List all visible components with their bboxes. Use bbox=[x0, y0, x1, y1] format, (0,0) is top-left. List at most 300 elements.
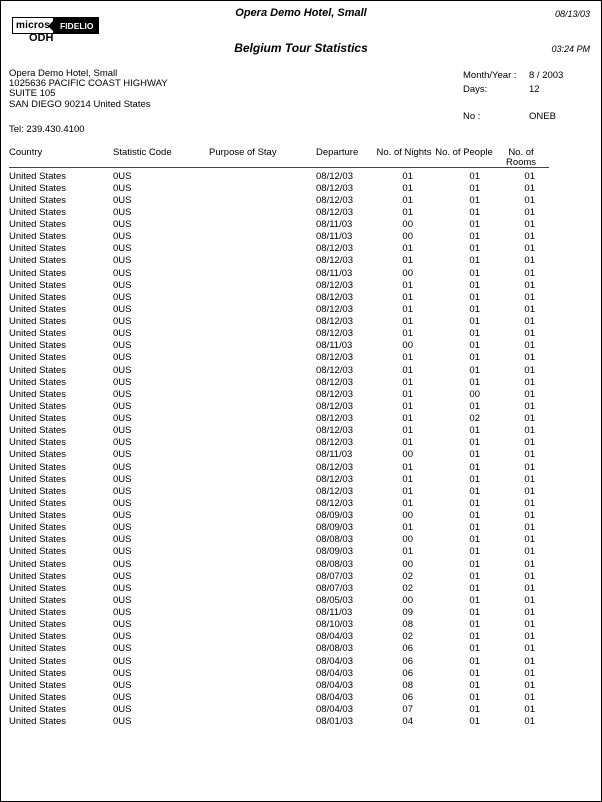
table-row bbox=[9, 692, 549, 704]
cell-departure: 08/04/03 bbox=[316, 691, 353, 703]
cell-departure: 08/12/03 bbox=[316, 170, 353, 182]
print-time: 03:24 PM bbox=[551, 44, 590, 54]
cell-purpose-of-stay bbox=[209, 668, 316, 680]
hotel-address-line: 1025636 PACIFIC COAST HIGHWAY bbox=[9, 78, 168, 90]
cell-purpose-of-stay bbox=[209, 631, 316, 643]
cell-no-of-rooms: 01 bbox=[524, 376, 535, 388]
cell-no-of-rooms: 01 bbox=[524, 449, 535, 461]
column-header-no-of-nights: No. of Nights bbox=[376, 147, 432, 158]
param-value: 12 bbox=[529, 84, 540, 95]
cell-statistic-code: 0US bbox=[113, 461, 132, 473]
cell-country: United States bbox=[9, 619, 67, 631]
cell-departure: 08/08/03 bbox=[316, 558, 353, 570]
cell-no-of-nights: 01 bbox=[402, 316, 413, 327]
cell-no-of-people: 01 bbox=[469, 522, 480, 534]
cell-statistic-code: 0US bbox=[113, 291, 132, 303]
logo-fidelio-text: FIDELIO bbox=[53, 18, 98, 33]
cell-no-of-nights: 01 bbox=[402, 170, 413, 182]
table-row bbox=[9, 510, 549, 522]
cell-no-of-nights: 06 bbox=[402, 655, 413, 667]
cell-country: United States bbox=[9, 558, 67, 570]
table-row bbox=[9, 462, 549, 474]
cell-country: United States bbox=[9, 255, 67, 267]
cell-statistic-code: 0US bbox=[113, 182, 132, 194]
cell-statistic-code: 0US bbox=[113, 510, 132, 521]
cell-purpose-of-stay bbox=[209, 255, 316, 267]
cell-purpose-of-stay bbox=[209, 595, 316, 607]
hotel-address-line: SAN DIEGO 90214 United States bbox=[9, 98, 151, 110]
cell-purpose-of-stay bbox=[209, 377, 316, 389]
cell-no-of-people: 01 bbox=[469, 267, 480, 279]
table-row bbox=[9, 365, 549, 377]
table-row bbox=[9, 437, 549, 449]
cell-statistic-code: 0US bbox=[113, 558, 132, 570]
cell-purpose-of-stay bbox=[209, 316, 316, 328]
cell-no-of-people: 01 bbox=[469, 594, 480, 606]
cell-statistic-code: 0US bbox=[113, 243, 132, 255]
cell-statistic-code: 0US bbox=[113, 400, 132, 412]
statistics-table bbox=[9, 148, 549, 728]
cell-country: United States bbox=[9, 679, 67, 691]
cell-no-of-nights: 01 bbox=[402, 413, 413, 424]
property-code: ODH bbox=[29, 32, 54, 44]
table-header-row bbox=[9, 148, 549, 167]
cell-no-of-people: 01 bbox=[469, 449, 480, 461]
table-row bbox=[9, 619, 549, 631]
cell-purpose-of-stay bbox=[209, 522, 316, 534]
table-row bbox=[9, 656, 549, 668]
table-row bbox=[9, 207, 549, 219]
cell-purpose-of-stay bbox=[209, 328, 316, 340]
cell-statistic-code: 0US bbox=[113, 340, 132, 352]
cell-country: United States bbox=[9, 570, 67, 582]
report-parameters bbox=[463, 70, 563, 125]
cell-no-of-nights: 01 bbox=[402, 303, 413, 315]
cell-country: United States bbox=[9, 267, 67, 279]
cell-no-of-nights: 01 bbox=[402, 352, 413, 364]
cell-no-of-nights: 08 bbox=[402, 619, 413, 631]
cell-country: United States bbox=[9, 497, 67, 509]
table-row bbox=[9, 255, 549, 267]
cell-no-of-nights: 02 bbox=[402, 582, 413, 594]
table-row bbox=[9, 268, 549, 280]
cell-country: United States bbox=[9, 473, 67, 485]
table-row bbox=[9, 425, 549, 437]
cell-statistic-code: 0US bbox=[113, 607, 132, 618]
cell-no-of-people: 01 bbox=[469, 170, 480, 182]
cell-no-of-nights: 01 bbox=[402, 485, 413, 497]
cell-no-of-people: 01 bbox=[469, 400, 480, 412]
cell-statistic-code: 0US bbox=[113, 449, 132, 461]
cell-statistic-code: 0US bbox=[113, 546, 132, 558]
cell-no-of-nights: 01 bbox=[402, 400, 413, 412]
cell-no-of-nights: 01 bbox=[402, 291, 413, 303]
cell-no-of-people: 01 bbox=[469, 303, 480, 315]
cell-purpose-of-stay bbox=[209, 607, 316, 619]
table-row bbox=[9, 316, 549, 328]
cell-departure: 08/12/03 bbox=[316, 376, 353, 388]
cell-purpose-of-stay bbox=[209, 546, 316, 558]
cell-no-of-rooms: 01 bbox=[524, 570, 535, 582]
cell-no-of-people: 01 bbox=[469, 425, 480, 437]
cell-country: United States bbox=[9, 364, 67, 376]
cell-statistic-code: 0US bbox=[113, 534, 132, 546]
cell-departure: 08/12/03 bbox=[316, 437, 353, 449]
table-row bbox=[9, 668, 549, 680]
cell-no-of-rooms: 01 bbox=[524, 485, 535, 497]
cell-departure: 08/07/03 bbox=[316, 570, 353, 582]
cell-country: United States bbox=[9, 413, 67, 424]
table-row bbox=[9, 680, 549, 692]
cell-statistic-code: 0US bbox=[113, 570, 132, 582]
table-row bbox=[9, 631, 549, 643]
cell-no-of-nights: 00 bbox=[402, 594, 413, 606]
cell-departure: 08/04/03 bbox=[316, 667, 353, 679]
cell-departure: 08/12/03 bbox=[316, 473, 353, 485]
table-row bbox=[9, 522, 549, 534]
hotel-phone: Tel: 239.430.4100 bbox=[9, 124, 85, 135]
cell-no-of-nights: 01 bbox=[402, 255, 413, 267]
cell-statistic-code: 0US bbox=[113, 473, 132, 485]
column-header-country: Country bbox=[9, 147, 43, 158]
cell-departure: 08/12/03 bbox=[316, 497, 353, 509]
cell-statistic-code: 0US bbox=[113, 437, 132, 449]
cell-statistic-code: 0US bbox=[113, 303, 132, 315]
table-row bbox=[9, 449, 549, 461]
cell-country: United States bbox=[9, 376, 67, 388]
cell-purpose-of-stay bbox=[209, 656, 316, 668]
cell-purpose-of-stay bbox=[209, 207, 316, 219]
cell-statistic-code: 0US bbox=[113, 522, 132, 534]
cell-departure: 08/11/03 bbox=[316, 231, 353, 243]
cell-no-of-people: 01 bbox=[469, 340, 480, 352]
cell-no-of-rooms: 01 bbox=[524, 352, 535, 364]
cell-country: United States bbox=[9, 170, 67, 182]
cell-no-of-nights: 06 bbox=[402, 691, 413, 703]
cell-country: United States bbox=[9, 206, 67, 218]
cell-no-of-rooms: 01 bbox=[524, 182, 535, 194]
cell-departure: 08/12/03 bbox=[316, 352, 353, 364]
table-row bbox=[9, 474, 549, 486]
cell-no-of-rooms: 01 bbox=[524, 425, 535, 437]
cell-no-of-rooms: 01 bbox=[524, 364, 535, 376]
cell-statistic-code: 0US bbox=[113, 194, 132, 206]
cell-no-of-rooms: 01 bbox=[524, 497, 535, 509]
cell-purpose-of-stay bbox=[209, 292, 316, 304]
table-row bbox=[9, 231, 549, 243]
table-row bbox=[9, 243, 549, 255]
cell-purpose-of-stay bbox=[209, 474, 316, 486]
cell-statistic-code: 0US bbox=[113, 497, 132, 509]
cell-no-of-nights: 01 bbox=[402, 182, 413, 194]
cell-purpose-of-stay bbox=[209, 352, 316, 364]
cell-country: United States bbox=[9, 655, 67, 667]
cell-country: United States bbox=[9, 449, 67, 461]
cell-statistic-code: 0US bbox=[113, 413, 132, 424]
cell-purpose-of-stay bbox=[209, 171, 316, 183]
cell-purpose-of-stay bbox=[209, 425, 316, 437]
cell-purpose-of-stay bbox=[209, 401, 316, 413]
cell-country: United States bbox=[9, 582, 67, 594]
cell-country: United States bbox=[9, 194, 67, 206]
cell-country: United States bbox=[9, 522, 67, 534]
cell-no-of-nights: 06 bbox=[402, 667, 413, 679]
table-row bbox=[9, 546, 549, 558]
cell-country: United States bbox=[9, 316, 67, 327]
cell-no-of-rooms: 01 bbox=[524, 546, 535, 558]
cell-departure: 08/01/03 bbox=[316, 716, 353, 728]
cell-departure: 08/12/03 bbox=[316, 316, 353, 327]
cell-no-of-people: 01 bbox=[469, 316, 480, 327]
cell-purpose-of-stay bbox=[209, 643, 316, 655]
cell-departure: 08/08/03 bbox=[316, 643, 353, 655]
cell-no-of-rooms: 01 bbox=[524, 522, 535, 534]
cell-departure: 08/12/03 bbox=[316, 400, 353, 412]
cell-no-of-people: 01 bbox=[469, 704, 480, 715]
cell-no-of-rooms: 01 bbox=[524, 231, 535, 243]
cell-purpose-of-stay bbox=[209, 498, 316, 510]
table-row bbox=[9, 716, 549, 728]
table-row bbox=[9, 534, 549, 546]
table-row bbox=[9, 219, 549, 231]
cell-no-of-nights: 01 bbox=[402, 243, 413, 255]
table-row bbox=[9, 389, 549, 401]
param-label: Month/Year : bbox=[463, 70, 517, 81]
cell-statistic-code: 0US bbox=[113, 631, 132, 643]
cell-no-of-rooms: 01 bbox=[524, 194, 535, 206]
cell-no-of-people: 01 bbox=[469, 182, 480, 194]
cell-no-of-rooms: 01 bbox=[524, 607, 535, 618]
cell-country: United States bbox=[9, 631, 67, 643]
cell-purpose-of-stay bbox=[209, 183, 316, 195]
cell-departure: 08/12/03 bbox=[316, 291, 353, 303]
cell-departure: 08/11/03 bbox=[316, 267, 353, 279]
cell-no-of-people: 02 bbox=[469, 413, 480, 424]
micros-fidelio-logo bbox=[12, 17, 99, 34]
cell-country: United States bbox=[9, 691, 67, 703]
table-body bbox=[9, 168, 549, 728]
cell-no-of-rooms: 01 bbox=[524, 206, 535, 218]
cell-country: United States bbox=[9, 243, 67, 255]
param-value: ONEB bbox=[529, 111, 556, 122]
cell-purpose-of-stay bbox=[209, 692, 316, 704]
cell-no-of-people: 01 bbox=[469, 691, 480, 703]
cell-country: United States bbox=[9, 328, 67, 340]
cell-purpose-of-stay bbox=[209, 365, 316, 377]
cell-no-of-rooms: 01 bbox=[524, 170, 535, 182]
page-title: Opera Demo Hotel, Small bbox=[235, 7, 367, 19]
cell-statistic-code: 0US bbox=[113, 255, 132, 267]
cell-country: United States bbox=[9, 182, 67, 194]
cell-purpose-of-stay bbox=[209, 716, 316, 728]
cell-no-of-rooms: 01 bbox=[524, 558, 535, 570]
cell-no-of-people: 01 bbox=[469, 461, 480, 473]
cell-no-of-people: 01 bbox=[469, 352, 480, 364]
cell-purpose-of-stay bbox=[209, 510, 316, 522]
cell-departure: 08/11/03 bbox=[316, 219, 353, 230]
param-label: Days: bbox=[463, 84, 488, 95]
cell-country: United States bbox=[9, 510, 67, 521]
cell-no-of-rooms: 01 bbox=[524, 473, 535, 485]
cell-no-of-nights: 01 bbox=[402, 364, 413, 376]
cell-purpose-of-stay bbox=[209, 571, 316, 583]
cell-no-of-rooms: 01 bbox=[524, 291, 535, 303]
cell-no-of-rooms: 01 bbox=[524, 716, 535, 728]
cell-no-of-rooms: 01 bbox=[524, 388, 535, 400]
cell-no-of-nights: 01 bbox=[402, 376, 413, 388]
table-row bbox=[9, 401, 549, 413]
cell-no-of-people: 01 bbox=[469, 510, 480, 521]
cell-no-of-people: 01 bbox=[469, 546, 480, 558]
cell-departure: 08/12/03 bbox=[316, 194, 353, 206]
cell-departure: 08/11/03 bbox=[316, 340, 353, 352]
cell-no-of-nights: 07 bbox=[402, 704, 413, 715]
cell-departure: 08/10/03 bbox=[316, 619, 353, 631]
table-row bbox=[9, 595, 549, 607]
cell-purpose-of-stay bbox=[209, 243, 316, 255]
cell-no-of-rooms: 01 bbox=[524, 679, 535, 691]
cell-no-of-nights: 01 bbox=[402, 497, 413, 509]
cell-no-of-people: 01 bbox=[469, 473, 480, 485]
cell-no-of-nights: 00 bbox=[402, 558, 413, 570]
cell-departure: 08/11/03 bbox=[316, 607, 353, 618]
cell-no-of-nights: 00 bbox=[402, 340, 413, 352]
logo-micros-text: micros bbox=[13, 18, 53, 33]
cell-country: United States bbox=[9, 303, 67, 315]
cell-country: United States bbox=[9, 425, 67, 437]
column-header-departure: Departure bbox=[316, 147, 359, 158]
cell-statistic-code: 0US bbox=[113, 643, 132, 655]
cell-no-of-people: 01 bbox=[469, 485, 480, 497]
cell-statistic-code: 0US bbox=[113, 594, 132, 606]
cell-country: United States bbox=[9, 607, 67, 618]
cell-no-of-nights: 01 bbox=[402, 461, 413, 473]
cell-statistic-code: 0US bbox=[113, 704, 132, 715]
cell-departure: 08/09/03 bbox=[316, 510, 353, 521]
cell-country: United States bbox=[9, 388, 67, 400]
cell-no-of-people: 01 bbox=[469, 631, 480, 643]
param-value: 8 / 2003 bbox=[529, 70, 564, 81]
cell-no-of-nights: 00 bbox=[402, 231, 413, 243]
column-header-statistic-code: Statistic Code bbox=[113, 147, 172, 158]
cell-statistic-code: 0US bbox=[113, 667, 132, 679]
cell-no-of-nights: 01 bbox=[402, 279, 413, 291]
table-row bbox=[9, 571, 549, 583]
cell-departure: 08/08/03 bbox=[316, 534, 353, 546]
table-row bbox=[9, 340, 549, 352]
cell-departure: 08/12/03 bbox=[316, 364, 353, 376]
cell-no-of-rooms: 01 bbox=[524, 619, 535, 631]
cell-statistic-code: 0US bbox=[113, 485, 132, 497]
cell-purpose-of-stay bbox=[209, 268, 316, 280]
cell-no-of-people: 01 bbox=[469, 291, 480, 303]
cell-departure: 08/09/03 bbox=[316, 522, 353, 534]
cell-statistic-code: 0US bbox=[113, 328, 132, 340]
cell-no-of-people: 00 bbox=[469, 388, 480, 400]
cell-no-of-rooms: 01 bbox=[524, 255, 535, 267]
cell-country: United States bbox=[9, 352, 67, 364]
cell-country: United States bbox=[9, 534, 67, 546]
cell-no-of-nights: 00 bbox=[402, 267, 413, 279]
cell-country: United States bbox=[9, 546, 67, 558]
param-days bbox=[463, 84, 563, 98]
table-row bbox=[9, 607, 549, 619]
cell-purpose-of-stay bbox=[209, 486, 316, 498]
cell-no-of-people: 01 bbox=[469, 667, 480, 679]
cell-no-of-people: 01 bbox=[469, 558, 480, 570]
table-row bbox=[9, 486, 549, 498]
cell-statistic-code: 0US bbox=[113, 376, 132, 388]
param-no bbox=[463, 111, 563, 125]
cell-no-of-rooms: 01 bbox=[524, 303, 535, 315]
cell-statistic-code: 0US bbox=[113, 716, 132, 728]
cell-no-of-people: 01 bbox=[469, 328, 480, 340]
cell-no-of-rooms: 01 bbox=[524, 594, 535, 606]
table-row bbox=[9, 328, 549, 340]
cell-no-of-nights: 09 bbox=[402, 607, 413, 618]
cell-no-of-people: 01 bbox=[469, 243, 480, 255]
table-row bbox=[9, 183, 549, 195]
cell-purpose-of-stay bbox=[209, 680, 316, 692]
cell-statistic-code: 0US bbox=[113, 582, 132, 594]
cell-statistic-code: 0US bbox=[113, 170, 132, 182]
cell-no-of-nights: 01 bbox=[402, 522, 413, 534]
cell-country: United States bbox=[9, 231, 67, 243]
cell-no-of-rooms: 01 bbox=[524, 243, 535, 255]
cell-statistic-code: 0US bbox=[113, 691, 132, 703]
cell-no-of-rooms: 01 bbox=[524, 631, 535, 643]
cell-no-of-rooms: 01 bbox=[524, 667, 535, 679]
table-row bbox=[9, 292, 549, 304]
cell-purpose-of-stay bbox=[209, 219, 316, 231]
cell-purpose-of-stay bbox=[209, 304, 316, 316]
cell-departure: 08/12/03 bbox=[316, 279, 353, 291]
cell-no-of-rooms: 01 bbox=[524, 400, 535, 412]
cell-no-of-nights: 01 bbox=[402, 473, 413, 485]
table-row bbox=[9, 195, 549, 207]
cell-no-of-people: 01 bbox=[469, 607, 480, 618]
table-row bbox=[9, 704, 549, 716]
cell-purpose-of-stay bbox=[209, 389, 316, 401]
cell-country: United States bbox=[9, 437, 67, 449]
cell-no-of-nights: 01 bbox=[402, 425, 413, 437]
table-row bbox=[9, 498, 549, 510]
print-date: 08/13/03 bbox=[554, 9, 590, 19]
hotel-address-block bbox=[9, 69, 168, 110]
cell-departure: 08/04/03 bbox=[316, 631, 353, 643]
cell-country: United States bbox=[9, 291, 67, 303]
report-title: Belgium Tour Statistics bbox=[234, 41, 368, 55]
cell-purpose-of-stay bbox=[209, 195, 316, 207]
cell-no-of-people: 01 bbox=[469, 255, 480, 267]
cell-no-of-people: 01 bbox=[469, 655, 480, 667]
cell-departure: 08/12/03 bbox=[316, 425, 353, 437]
cell-departure: 08/12/03 bbox=[316, 328, 353, 340]
cell-purpose-of-stay bbox=[209, 462, 316, 474]
cell-purpose-of-stay bbox=[209, 340, 316, 352]
cell-departure: 08/04/03 bbox=[316, 655, 353, 667]
cell-purpose-of-stay bbox=[209, 704, 316, 716]
cell-departure: 08/07/03 bbox=[316, 582, 353, 594]
table-row bbox=[9, 643, 549, 655]
cell-purpose-of-stay bbox=[209, 534, 316, 546]
cell-no-of-nights: 06 bbox=[402, 643, 413, 655]
cell-statistic-code: 0US bbox=[113, 206, 132, 218]
cell-no-of-people: 01 bbox=[469, 219, 480, 230]
cell-purpose-of-stay bbox=[209, 583, 316, 595]
cell-no-of-nights: 00 bbox=[402, 534, 413, 546]
cell-statistic-code: 0US bbox=[113, 388, 132, 400]
